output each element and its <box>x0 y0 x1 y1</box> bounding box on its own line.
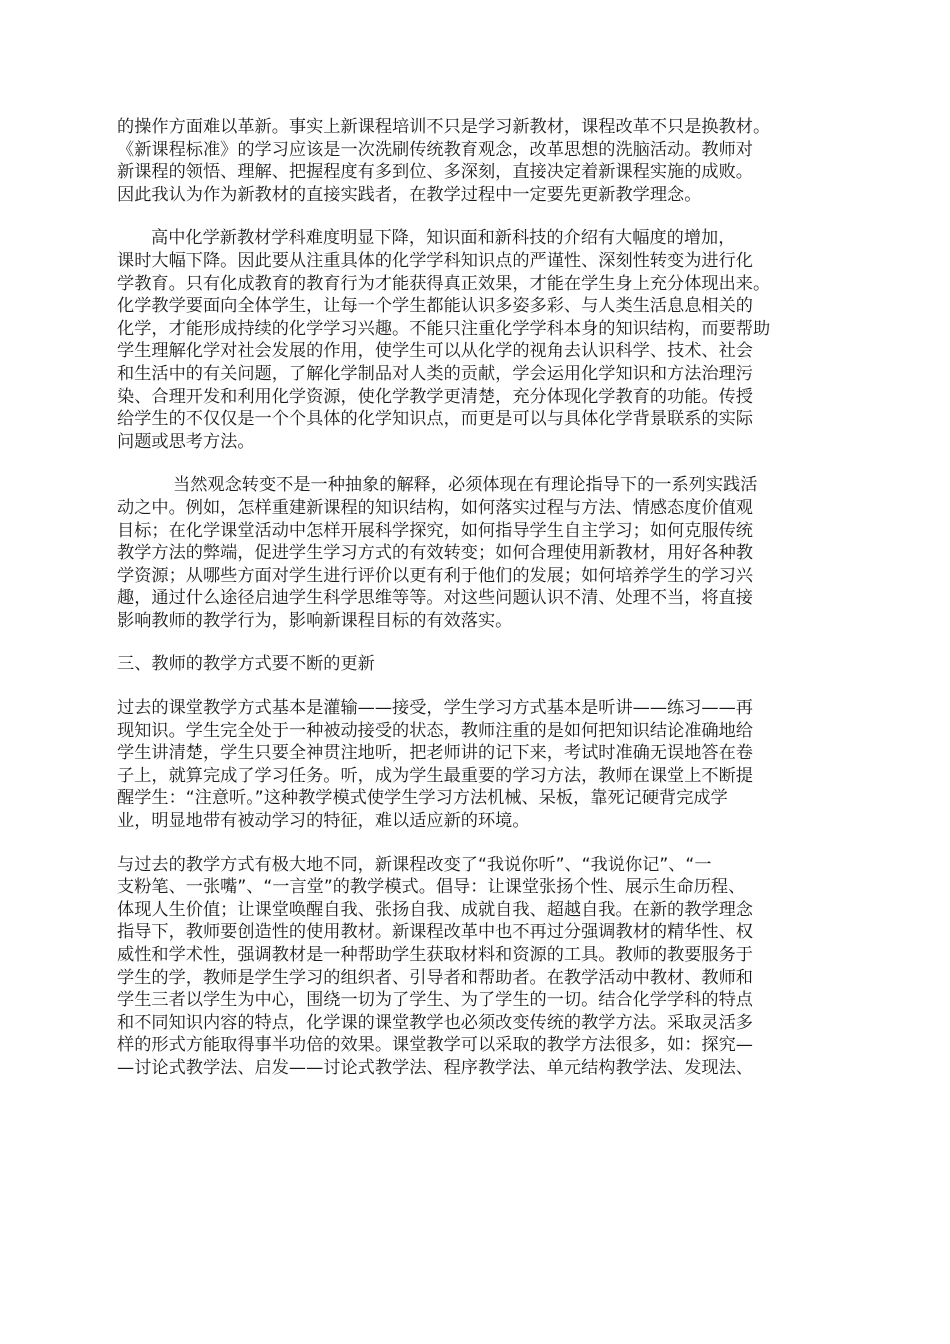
text-line: 教学方法的弊端，促进学生学习方式的有效转变；如何合理使用新教材，用好各种教 <box>117 543 753 564</box>
text-line: 样的形式方能取得事半功倍的效果。课堂教学可以采取的教学方法很多，如：探究— <box>117 1035 753 1056</box>
text-line: 支粉笔、一张嘴”、“一言堂”的教学模式。倡导：让课堂张扬个性、展示生命历程、 <box>117 877 746 898</box>
text-line: 学资源；从哪些方面对学生进行评价以更有利于他们的发展；如何培养学生的学习兴 <box>117 565 753 586</box>
paragraph <box>117 116 840 206</box>
text-line: 给学生的不仅仅是一个个具体的化学知识点，而更是可以与具体化学背景联系的实际 <box>117 409 753 430</box>
text-line: 威性和学术性，强调教材是一种帮助学生获取材料和资源的工具。教师的教要服务于 <box>117 945 753 965</box>
text-line: 学生三者以学生为中心，围绕一切为了学生、为了学生的一切。结合化学学科的特点 <box>117 990 753 1011</box>
text-line: 动之中。例如，怎样重建新课程的知识结构，如何落实过程与方法、情感态度价值观 <box>117 497 753 518</box>
text-line: 高中化学新教材学科难度明显下降，知识面和新科技的介绍有大幅度的增加， <box>151 228 736 249</box>
section-heading <box>117 653 840 676</box>
text-line: 学生的学，教师是学生学习的组织者、引导者和帮助者。在教学活动中教材、教师和 <box>117 967 753 988</box>
text-line: 的操作方面难以革新。事实上新课程培训不只是学习新教材，课程改革不只是换教材。 <box>117 117 771 137</box>
text-line: —讨论式教学法、启发——讨论式教学法、程序教学法、单元结构教学法、发现法、 <box>117 1057 753 1078</box>
text-line: 子上，就算完成了学习任务。听，成为学生最重要的学习方法，教师在课堂上不断提 <box>117 765 753 786</box>
text-line: 现知识。学生完全处于一种被动接受的状态，教师注重的是如何把知识结论准确地给 <box>117 720 753 741</box>
text-line: 影响教师的教学行为，影响新课程目标的有效落实。 <box>117 610 513 631</box>
text-line: 课时大幅下降。因此要从注重具体的化学学科知识点的严谨性、深刻性转变为进行化 <box>117 250 753 271</box>
paragraph <box>117 474 840 632</box>
text-line: 学生讲清楚，学生只要全神贯注地听，把老师讲的记下来，考试时准确无误地答在卷 <box>117 743 753 764</box>
text-line: 与过去的教学方式有极大地不同，新课程改变了“我说你听”、“我说你记”、“一 <box>117 854 712 875</box>
text-line: 业，明显地带有被动学习的特征，难以适应新的环境。 <box>117 811 530 832</box>
text-line: 新课程的领悟、理解、把握程度有多到位、多深刻，直接决定着新课程实施的成败。 <box>117 162 753 183</box>
text-line: 和生活中的有关问题，了解化学制品对人类的贡献，学会运用化学知识和方法治理污 <box>117 363 753 384</box>
section-heading-text: 三、教师的教学方式要不断的更新 <box>117 654 375 675</box>
text-line: 指导下，教师要创造性的使用教材。新课程改革中也不再过分强调教材的精华性、权 <box>117 922 753 943</box>
text-line: 《新课程标准》的学习应该是一次洗刷传统教育观念，改革思想的洗脑活动。教师对 <box>117 139 753 160</box>
text-line: 因此我认为作为新教材的直接实践者，在教学过程中一定要先更新教学理念。 <box>117 184 702 205</box>
text-line: 学教育。只有化成教育的教育行为才能获得真正效果，才能在学生身上充分体现出来。 <box>117 273 771 294</box>
text-line: 过去的课堂教学方式基本是灌输——接受，学生学习方式基本是听讲——练习——再 <box>117 698 753 719</box>
text-line: 染、合理开发和利用化学资源，使化学教学更清楚，充分体现化学教育的功能。传授 <box>117 386 753 407</box>
document-body <box>117 116 840 1101</box>
text-line: 趣，通过什么途径启迪学生科学思维等等。对这些问题认识不清、处理不当，将直接 <box>117 588 753 609</box>
text-line: 问题或思考方法。 <box>117 431 255 452</box>
text-line: 醒学生：“注意听。”这种教学模式使学生学习方法机械、呆板，靠死记硬背完成学 <box>117 788 728 809</box>
text-line: 和不同知识内容的特点，化学课的课堂教学也必须改变传统的教学方法。采取灵活多 <box>117 1012 753 1033</box>
text-line: 体现人生价值；让课堂唤醒自我、张扬自我、成就自我、超越自我。在新的教学理念 <box>117 899 753 920</box>
text-line: 当然观念转变不是一种抽象的解释，必须体现在有理论指导下的一系列实践活 <box>173 475 758 496</box>
paragraph <box>117 697 840 833</box>
text-line: 目标；在化学课堂活动中怎样开展科学探究，如何指导学生自主学习；如何克服传统 <box>117 520 753 541</box>
text-line: 化学教学要面向全体学生，让每一个学生都能认识多姿多彩、与人类生活息息相关的 <box>117 296 753 317</box>
paragraph <box>117 227 840 453</box>
text-line: 学生理解化学对社会发展的作用，使学生可以从化学的视角去认识科学、技术、社会 <box>117 341 753 362</box>
paragraph <box>117 854 840 1080</box>
text-line: 化学，才能形成持续的化学学习兴趣。不能只注重化学学科本身的知识结构，而要帮助 <box>117 318 771 339</box>
